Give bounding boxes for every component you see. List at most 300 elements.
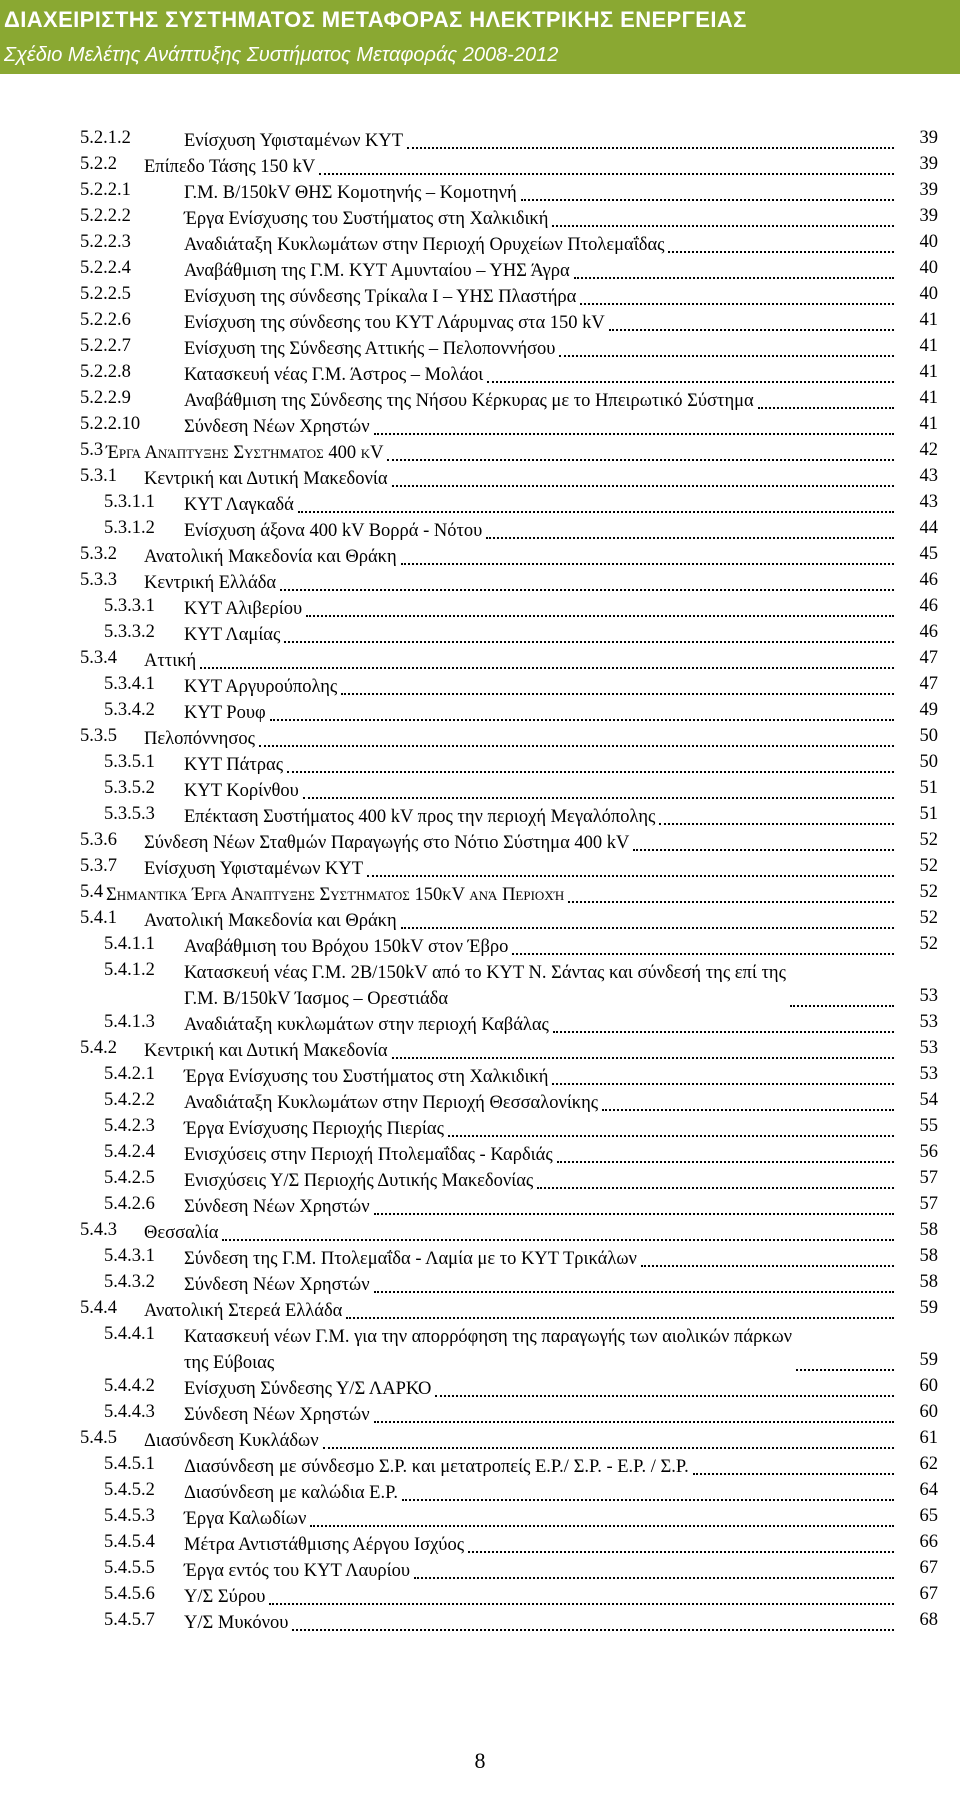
toc-entry-number: 5.4.4.1 (104, 1324, 155, 1344)
toc-entry-title (184, 258, 570, 284)
toc-entry-page: 60 (919, 1402, 938, 1422)
toc-entry-number: 5.4.3.1 (104, 1246, 155, 1266)
toc-entry-title (184, 778, 299, 804)
toc-dot-leader (374, 433, 894, 435)
document-header-title: ΔΙΑΧΕΙΡΙΣΤΗΣ ΣΥΣΤΗΜΑΤΟΣ ΜΕΤΑΦΟΡΑΣ ΗΛΕΚΤΡΙΚΗΣ ΕΝΕΡΓΕΙΑΣ (0, 0, 960, 40)
toc-dot-leader (401, 927, 894, 929)
toc-dot-leader (259, 745, 894, 747)
toc-dot-leader (341, 693, 894, 695)
toc-dot-leader (387, 459, 894, 461)
toc-dot-leader (552, 225, 894, 227)
toc-entry-title (106, 440, 383, 466)
toc-entry-title (144, 1298, 342, 1324)
toc-entry-page: 50 (919, 752, 938, 772)
toc-entry-page: 58 (919, 1246, 938, 1266)
toc-dot-leader (633, 849, 894, 851)
toc-entry-title (184, 492, 294, 518)
toc-entry[interactable] (0, 440, 960, 466)
toc-dot-leader (580, 303, 894, 305)
toc-entry-page: 51 (919, 804, 938, 824)
toc-entry[interactable] (0, 830, 960, 856)
toc-entry[interactable] (0, 492, 960, 518)
toc-entry-title-line: Έργα Ενίσχυσης του Συστήματος στη Χαλκιδική (184, 1067, 549, 1087)
toc-entry-title (184, 232, 664, 258)
toc-entry-page: 46 (919, 622, 938, 642)
toc-entry-title (184, 1532, 464, 1558)
toc-entry-title-line: Έργα Ενίσχυσης Περιοχής Πιερίας (184, 1119, 444, 1139)
toc-entry-title (184, 1064, 548, 1090)
toc-entry[interactable] (0, 466, 960, 492)
toc-entry-title (184, 1194, 370, 1220)
toc-entry[interactable] (0, 232, 960, 258)
toc-entry-title (184, 700, 266, 726)
toc-entry-title (144, 648, 196, 674)
toc-dot-leader (280, 589, 894, 591)
toc-entry-title-line: Ενίσχυση της σύνδεσης Τρίκαλα Ι – ΥΗΣ Πλαστήρα (184, 287, 577, 307)
toc-entry[interactable] (0, 284, 960, 310)
toc-entry-number: 5.3.3.2 (104, 622, 155, 642)
toc-entry-title-line: Κατασκευή νέας Γ.Μ. Άστρος – Μολάοι (184, 365, 484, 385)
toc-entry[interactable] (0, 1506, 960, 1532)
toc-entry[interactable] (0, 1142, 960, 1168)
toc-entry-page: 39 (919, 154, 938, 174)
toc-entry-page: 56 (919, 1142, 938, 1162)
toc-entry-page: 40 (919, 232, 938, 252)
toc-entry-page: 67 (919, 1558, 938, 1578)
toc-entry-title (184, 1090, 598, 1116)
toc-entry[interactable] (0, 1532, 960, 1558)
toc-entry-title-line: Σύνδεση της Γ.Μ. Πτολεμαΐδα - Λαμία με το ΚΥΤ Τρικάλων (184, 1249, 637, 1269)
toc-entry-number: 5.2.2.2 (80, 206, 131, 226)
toc-entry-title (184, 362, 483, 388)
toc-entry-title-line: Αναδιάταξη Κυκλωμάτων στην Περιοχή Ορυχείων Πτολεμαΐδας (184, 235, 665, 255)
toc-entry-title-line: Έργα Ενίσχυσης του Συστήματος στη Χαλκιδική (184, 209, 549, 229)
toc-entry[interactable] (0, 1116, 960, 1142)
toc-entry-number: 5.4 (80, 882, 104, 902)
toc-entry-title (184, 1116, 444, 1142)
toc-entry-title (184, 1584, 265, 1610)
toc-entry[interactable] (0, 128, 960, 154)
toc-entry-number: 5.4.2 (80, 1038, 117, 1058)
toc-entry-title (184, 336, 555, 362)
toc-dot-leader (222, 1239, 894, 1241)
toc-entry-number: 5.4.2.1 (104, 1064, 155, 1084)
toc-entry[interactable] (0, 1584, 960, 1610)
toc-dot-leader (512, 953, 894, 955)
toc-dot-leader (292, 1629, 894, 1631)
toc-entry-page: 57 (919, 1168, 938, 1188)
toc-entry-title (144, 466, 388, 492)
toc-entry-title (184, 128, 403, 154)
toc-entry-title-line: Κεντρική Ελλάδα (144, 573, 277, 593)
toc-entry-page: 58 (919, 1220, 938, 1240)
toc-entry-number: 5.4.2.5 (104, 1168, 155, 1188)
toc-entry-page: 55 (919, 1116, 938, 1136)
toc-entry-page: 40 (919, 258, 938, 278)
toc-entry-number: 5.4.2.2 (104, 1090, 155, 1110)
toc-entry-title-line: Αναβάθμιση του Βρόχου 150kV στον Έβρο (184, 937, 509, 957)
toc-entry-number: 5.3.1.2 (104, 518, 155, 538)
toc-entry-title-line: ΚΥΤ Αλιβερίου (184, 599, 303, 619)
toc-entry[interactable] (0, 622, 960, 648)
toc-entry[interactable] (0, 596, 960, 622)
toc-entry-title (184, 1142, 553, 1168)
toc-entry-number: 5.3.1 (80, 466, 117, 486)
toc-entry-number: 5.2.2.6 (80, 310, 131, 330)
toc-entry-page: 52 (919, 908, 938, 928)
toc-entry-number: 5.3 (80, 440, 104, 460)
toc-entry-title-line: Έργα Ανάπτυξης Συστήματος 400 kV (106, 443, 384, 463)
toc-entry-title-continuation: Γ.Μ. Β/150kV Ίασμος – Ορεστιάδα (184, 989, 449, 1009)
toc-entry-page: 67 (919, 1584, 938, 1604)
toc-entry-page: 50 (919, 726, 938, 746)
toc-entry-number: 5.4.5.4 (104, 1532, 155, 1552)
table-of-contents (0, 128, 960, 1636)
toc-entry-number: 5.3.1.1 (104, 492, 155, 512)
toc-entry[interactable] (0, 674, 960, 700)
toc-entry-page: 41 (919, 362, 938, 382)
toc-dot-leader (609, 329, 894, 331)
toc-entry-page: 53 (919, 1064, 938, 1084)
toc-entry-title-line: Ανατολική Στερεά Ελλάδα (144, 1301, 343, 1321)
toc-entry-page: 52 (919, 856, 938, 876)
toc-entry-number: 5.3.5.1 (104, 752, 155, 772)
toc-entry-title-line: Σύνδεση Νέων Χρηστών (184, 1275, 370, 1295)
toc-dot-leader (269, 1603, 894, 1605)
toc-entry-page: 40 (919, 284, 938, 304)
toc-entry-page: 60 (919, 1376, 938, 1396)
toc-entry-title-continuation: της Εύβοιας (184, 1353, 275, 1373)
toc-entry-number: 5.4.5.5 (104, 1558, 155, 1578)
toc-entry-title-line: Υ/Σ Μυκόνου (184, 1613, 289, 1633)
document-header-subtitle: Σχέδιο Μελέτης Ανάπτυξης Συστήματος Μεταφοράς 2008-2012 (0, 40, 960, 74)
toc-entry[interactable] (0, 960, 960, 1012)
toc-entry-number: 5.2.2.4 (80, 258, 131, 278)
toc-entry-title-line: Αναδιάταξη Κυκλωμάτων στην Περιοχή Θεσσαλονίκης (184, 1093, 599, 1113)
toc-entry[interactable] (0, 1376, 960, 1402)
toc-entry[interactable] (0, 1194, 960, 1220)
toc-dot-leader (574, 277, 894, 279)
toc-entry-title (184, 388, 754, 414)
toc-entry-title-line: ΚΥΤ Κορίνθου (184, 781, 299, 801)
toc-entry[interactable] (0, 778, 960, 804)
toc-entry-number: 5.2.2.9 (80, 388, 131, 408)
toc-dot-leader (641, 1265, 894, 1267)
toc-entry-title (184, 804, 655, 830)
toc-entry[interactable] (0, 1272, 960, 1298)
toc-entry-title-line: Ενισχύσεις στην Περιοχή Πτολεμαΐδας - Καρδιάς (184, 1145, 553, 1165)
toc-entry-title (144, 570, 276, 596)
toc-entry[interactable] (0, 336, 960, 362)
toc-entry-title-line: Ενίσχυση της σύνδεσης του ΚΥΤ Λάρυμνας στα 150 kV (184, 313, 605, 333)
toc-entry-page: 41 (919, 336, 938, 356)
toc-entry[interactable] (0, 1610, 960, 1636)
toc-entry-number: 5.4.5.2 (104, 1480, 155, 1500)
toc-entry[interactable] (0, 882, 960, 908)
toc-entry-number: 5.4.4.3 (104, 1402, 155, 1422)
toc-entry-title-line: Ενίσχυση Σύνδεσης Υ/Σ ΛΑΡΚΟ (184, 1379, 432, 1399)
toc-entry-title (184, 1506, 306, 1532)
toc-entry-number: 5.2.2.5 (80, 284, 131, 304)
toc-entry-page: 47 (919, 648, 938, 668)
toc-entry-number: 5.2.2.1 (80, 180, 131, 200)
toc-entry-page: 41 (919, 414, 938, 434)
toc-entry[interactable] (0, 908, 960, 934)
toc-entry[interactable] (0, 1324, 960, 1376)
toc-dot-leader (401, 563, 894, 565)
toc-entry-title (144, 1220, 218, 1246)
toc-dot-leader (374, 1421, 894, 1423)
toc-entry[interactable] (0, 726, 960, 752)
toc-entry-title (106, 882, 564, 908)
toc-entry-title (184, 752, 283, 778)
toc-entry-title-line: Κεντρική και Δυτική Μακεδονία (144, 1041, 388, 1061)
toc-entry[interactable] (0, 1064, 960, 1090)
toc-entry[interactable] (0, 752, 960, 778)
toc-entry-title (184, 1324, 792, 1376)
toc-entry[interactable] (0, 1090, 960, 1116)
toc-entry[interactable] (0, 1402, 960, 1428)
toc-dot-leader (414, 1577, 894, 1579)
toc-entry-page: 62 (919, 1454, 938, 1474)
toc-entry[interactable] (0, 310, 960, 336)
toc-entry-number: 5.3.4.2 (104, 700, 155, 720)
toc-entry-page: 53 (919, 1012, 938, 1032)
toc-entry-title-line: Ενισχύσεις Υ/Σ Περιοχής Δυτικής Μακεδονίας (184, 1171, 534, 1191)
toc-entry[interactable] (0, 570, 960, 596)
toc-dot-leader (284, 641, 894, 643)
toc-entry-title (184, 180, 517, 206)
toc-entry-page: 53 (919, 986, 938, 1006)
toc-entry-number: 5.4.2.4 (104, 1142, 155, 1162)
toc-entry-title-line: Αττική (144, 651, 197, 671)
toc-entry-page: 39 (919, 206, 938, 226)
toc-entry-title-line: Ανατολική Μακεδονία και Θράκη (144, 547, 397, 567)
toc-entry-number: 5.4.3.2 (104, 1272, 155, 1292)
toc-entry-page: 59 (919, 1350, 938, 1370)
toc-entry[interactable] (0, 700, 960, 726)
toc-entry-title-line: Κατασκευή νέας Γ.Μ. 2Β/150kV από το ΚΥΤ Ν. Σάντας και σύνδεσή της επί της (184, 963, 786, 983)
toc-entry[interactable] (0, 934, 960, 960)
toc-entry-title (184, 1168, 533, 1194)
toc-dot-leader (602, 1109, 894, 1111)
toc-dot-leader (392, 1057, 894, 1059)
toc-entry-page: 52 (919, 830, 938, 850)
page-number: 8 (474, 1748, 486, 1773)
toc-entry[interactable] (0, 362, 960, 388)
toc-entry-page: 39 (919, 128, 938, 148)
toc-entry-page: 58 (919, 1272, 938, 1292)
toc-entry-page: 66 (919, 1532, 938, 1552)
toc-entry[interactable] (0, 1428, 960, 1454)
toc-entry-page: 59 (919, 1298, 938, 1318)
toc-entry-number: 5.3.3.1 (104, 596, 155, 616)
toc-entry-number: 5.3.5.3 (104, 804, 155, 824)
toc-dot-leader (486, 537, 894, 539)
toc-entry[interactable] (0, 518, 960, 544)
toc-entry[interactable] (0, 856, 960, 882)
toc-entry-number: 5.4.1.1 (104, 934, 155, 954)
toc-entry[interactable] (0, 1298, 960, 1324)
toc-entry-page: 53 (919, 1038, 938, 1058)
toc-dot-leader (310, 1525, 894, 1527)
toc-dot-leader (346, 1317, 894, 1319)
toc-entry-page: 57 (919, 1194, 938, 1214)
toc-entry[interactable] (0, 804, 960, 830)
toc-entry[interactable] (0, 544, 960, 570)
toc-dot-leader (367, 875, 894, 877)
toc-entry[interactable] (0, 154, 960, 180)
toc-entry-number: 5.4.1.2 (104, 960, 155, 980)
toc-entry-title (184, 1376, 431, 1402)
toc-entry-title-line: Διασύνδεση με σύνδεσμο Σ.Ρ. και μετατροπείς Ε.Ρ./ Σ.Ρ. - Ε.Ρ. / Σ.Ρ. (184, 1457, 689, 1477)
toc-entry-page: 49 (919, 700, 938, 720)
toc-entry[interactable] (0, 388, 960, 414)
toc-entry-number: 5.2.2.3 (80, 232, 131, 252)
toc-entry-title (184, 310, 605, 336)
toc-entry-title-line: Αναβάθμιση της Γ.Μ. ΚΥΤ Αμυνταίου – ΥΗΣ Άγρα (184, 261, 570, 281)
toc-entry-title (144, 908, 397, 934)
toc-entry-number: 5.4.4 (80, 1298, 117, 1318)
toc-entry-page: 46 (919, 570, 938, 590)
toc-entry-page: 51 (919, 778, 938, 798)
toc-entry-title (184, 674, 337, 700)
toc-dot-leader (668, 251, 894, 253)
toc-entry-title (184, 518, 482, 544)
toc-entry-title-line: Σύνδεση Νέων Χρηστών (184, 417, 370, 437)
toc-dot-leader (557, 1161, 894, 1163)
toc-entry-title (144, 856, 363, 882)
toc-entry[interactable] (0, 1168, 960, 1194)
toc-entry[interactable] (0, 1454, 960, 1480)
toc-entry-number: 5.2.2 (80, 154, 117, 174)
toc-dot-leader (402, 1499, 894, 1501)
toc-entry-title-line: Υ/Σ Σύρου (184, 1587, 266, 1607)
toc-entry[interactable] (0, 1480, 960, 1506)
toc-entry[interactable] (0, 206, 960, 232)
toc-dot-leader (323, 1447, 894, 1449)
toc-entry-title (184, 1012, 549, 1038)
toc-dot-leader (553, 1031, 894, 1033)
toc-entry-number: 5.4.1 (80, 908, 117, 928)
toc-entry[interactable] (0, 1246, 960, 1272)
toc-dot-leader (200, 667, 894, 669)
toc-entry-title (144, 154, 315, 180)
toc-entry-number: 5.4.3 (80, 1220, 117, 1240)
toc-entry-title-line: Πελοπόννησος (144, 729, 255, 749)
toc-dot-leader (796, 1369, 894, 1371)
toc-entry[interactable] (0, 1558, 960, 1584)
toc-entry-title-line: Θεσσαλία (144, 1223, 219, 1243)
toc-entry-number: 5.3.5.2 (104, 778, 155, 798)
toc-entry-title (184, 934, 508, 960)
toc-entry-title-line: Ενίσχυση άξονα 400 kV Βορρά - Νότου (184, 521, 483, 541)
toc-entry-title (184, 1454, 689, 1480)
toc-entry-title-line: Ενίσχυση Υφισταμένων ΚΥΤ (144, 859, 364, 879)
toc-dot-leader (559, 355, 894, 357)
toc-entry-title-line: Αναδιάταξη κυκλωμάτων στην περιοχή Καβάλας (184, 1015, 549, 1035)
toc-entry-number: 5.3.2 (80, 544, 117, 564)
toc-entry-title-line: Κεντρική και Δυτική Μακεδονία (144, 469, 388, 489)
toc-entry-page: 39 (919, 180, 938, 200)
toc-entry[interactable] (0, 414, 960, 440)
toc-entry-title-line: Έργα Καλωδίων (184, 1509, 307, 1529)
toc-entry-number: 5.2.2.10 (80, 414, 141, 434)
toc-entry-number: 5.4.5.7 (104, 1610, 155, 1630)
toc-dot-leader (287, 771, 894, 773)
toc-entry-title (184, 596, 302, 622)
toc-entry-number: 5.4.5 (80, 1428, 117, 1448)
toc-entry-title-line: Διασύνδεση με καλώδια Ε.Ρ. (184, 1483, 398, 1503)
toc-entry[interactable] (0, 180, 960, 206)
toc-entry-page: 52 (919, 882, 938, 902)
toc-entry-number: 5.3.4 (80, 648, 117, 668)
toc-dot-leader (487, 381, 894, 383)
toc-dot-leader (319, 173, 894, 175)
toc-dot-leader (693, 1473, 894, 1475)
toc-dot-leader (374, 1291, 894, 1293)
toc-entry-title-line: Μέτρα Αντιστάθμισης Αέργου Ισχύος (184, 1535, 465, 1555)
toc-entry-number: 5.3.5 (80, 726, 117, 746)
toc-entry-title-line: Γ.Μ. Β/150kV ΘΗΣ Κομοτηνής – Κομοτηνή (184, 183, 517, 203)
toc-entry-title (144, 1428, 319, 1454)
toc-entry-number: 5.3.7 (80, 856, 117, 876)
toc-entry-title (184, 1246, 637, 1272)
toc-entry-page: 45 (919, 544, 938, 564)
toc-dot-leader (552, 1083, 894, 1085)
toc-dot-leader (568, 901, 894, 903)
toc-entry-title-line: ΚΥΤ Λαμίας (184, 625, 281, 645)
toc-entry-number: 5.4.1.3 (104, 1012, 155, 1032)
toc-entry-title (184, 960, 786, 1012)
toc-entry[interactable] (0, 648, 960, 674)
toc-dot-leader (521, 199, 894, 201)
toc-entry-title-line: Διασύνδεση Κυκλάδων (144, 1431, 319, 1451)
toc-entry-number: 5.2.2.7 (80, 336, 131, 356)
toc-entry-title (184, 284, 576, 310)
toc-entry-page: 52 (919, 934, 938, 954)
toc-entry-title (184, 414, 370, 440)
toc-dot-leader (298, 511, 894, 513)
toc-entry[interactable] (0, 258, 960, 284)
toc-entry-page: 43 (919, 492, 938, 512)
toc-dot-leader (303, 797, 894, 799)
toc-entry[interactable] (0, 1012, 960, 1038)
toc-entry-page: 46 (919, 596, 938, 616)
toc-dot-leader (448, 1135, 894, 1137)
toc-entry-title-line: Κατασκευή νέων Γ.Μ. για την απορρόφηση της παραγωγής των αιολικών πάρκων (184, 1327, 793, 1347)
toc-entry-page: 64 (919, 1480, 938, 1500)
toc-entry-title-line: Σημαντικά Έργα Ανάπτυξης Συστήματος 150kV ανά Περιοχή (106, 885, 565, 905)
toc-entry[interactable] (0, 1220, 960, 1246)
toc-entry-title-line: Σύνδεση Νέων Χρηστών (184, 1197, 370, 1217)
toc-entry-number: 5.3.3 (80, 570, 117, 590)
toc-entry-title (184, 622, 280, 648)
toc-entry-page: 47 (919, 674, 938, 694)
toc-entry-title (184, 1610, 288, 1636)
toc-entry-page: 43 (919, 466, 938, 486)
toc-entry-title (144, 726, 255, 752)
toc-entry-title (144, 1038, 388, 1064)
toc-entry-page: 65 (919, 1506, 938, 1526)
toc-entry-number: 5.2.2.8 (80, 362, 131, 382)
toc-entry-page: 42 (919, 440, 938, 460)
toc-entry-number: 5.2.1.2 (80, 128, 131, 148)
toc-entry-number: 5.4.2.3 (104, 1116, 155, 1136)
toc-entry-title (144, 830, 629, 856)
toc-entry-title-line: ΚΥΤ Πάτρας (184, 755, 284, 775)
toc-entry[interactable] (0, 1038, 960, 1064)
